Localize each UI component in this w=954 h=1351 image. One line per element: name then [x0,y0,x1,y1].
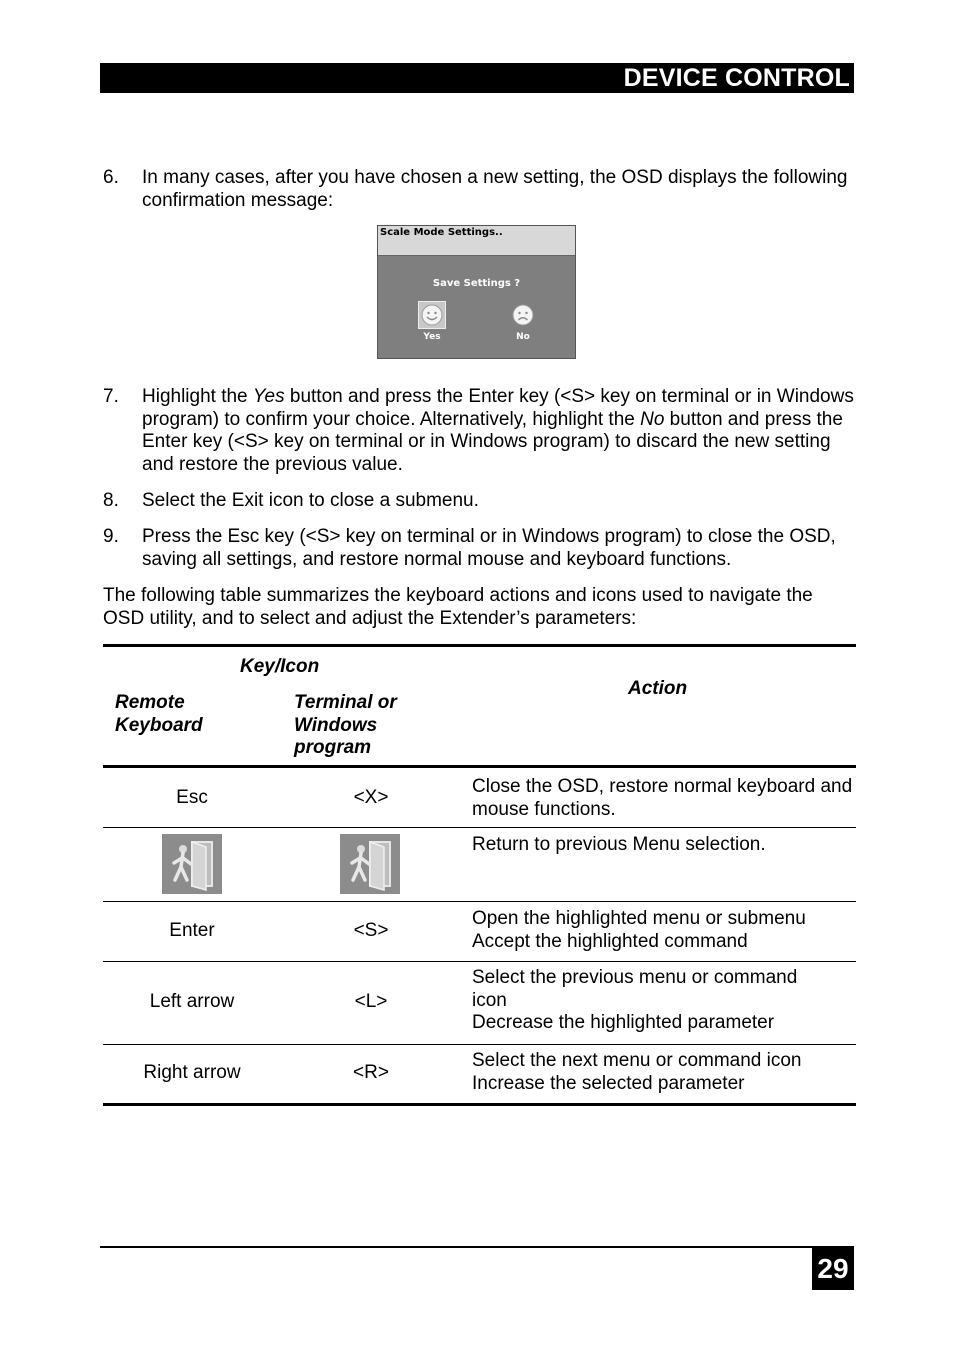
terminal-key: <S> [353,920,389,941]
action-line: Select the next menu or command icon [472,1050,802,1071]
table-header [103,647,856,765]
key-icon-header: Key/Icon [240,656,320,677]
terminal-key: <L> [354,991,388,1012]
osd-confirm-dialog [377,225,576,359]
osd-title: Scale Mode Settings.. [380,227,503,238]
table-row [103,902,856,961]
table-bottom-rule [103,1103,856,1106]
osd-yes-label: Yes [423,332,441,342]
osd-no-label: No [516,332,530,342]
text-run: button and press the Enter key (<S> key on terminal or in Windows program) to confirm your choice. Alternatively, highlight the [142,386,854,430]
osd-titlebar [378,226,575,256]
step-number: 8. [103,490,119,511]
terminal-key: <R> [353,1062,389,1083]
step-text [142,386,854,476]
keyboard-actions-table [103,644,856,1106]
action-line: Open the highlighted menu or submenu [472,908,806,929]
header-title: DEVICE CONTROL [623,64,850,92]
step-number: 7. [103,386,119,407]
footer-rule [100,1246,854,1248]
terminal-windows-header: Terminal or Windows program [294,692,397,758]
osd-no-button[interactable] [506,301,540,343]
exit-door-icon [340,834,400,894]
step-number: 6. [103,167,119,188]
action-text [472,967,822,1035]
remote-keyboard-header: Remote Keyboard [115,692,203,736]
action-line: Decrease the highlighted parameter [472,1012,775,1033]
text-run: Highlight the [142,386,253,407]
action-line: Select the previous menu or command icon [472,967,798,1011]
step-number: 9. [103,526,119,547]
summary-paragraph: The following table summarizes the keyboard actions and icons used to navigate the OSD utility, and to select and adjust the Extender’s parameters: [103,585,813,629]
step-text: Select the Exit icon to close a submenu. [142,490,479,511]
table-row [103,768,856,827]
remote-key: Left arrow [149,991,235,1012]
page-number: 29 [812,1248,854,1290]
remote-key: Enter [169,920,215,941]
action-text [472,1050,856,1095]
text-run: button and press the Enter key (<S> key on terminal or in Windows program) to discard the new setting and restore the previous value. [142,408,843,475]
page-header [100,63,854,93]
remote-key: Right arrow [143,1062,241,1083]
table-row [103,1045,856,1103]
step-text: Press the Esc key (<S> key on terminal or in Windows program) to close the OSD, saving all settings, and restore normal mouse and keyboard functions. [142,526,836,570]
yes-emphasis: Yes [252,386,285,407]
action-line: Accept the highlighted command [472,930,748,952]
no-emphasis: No [640,408,665,430]
action-text: Close the OSD, restore normal keyboard and mouse functions. [472,776,853,820]
remote-key: Esc [176,787,208,808]
action-header: Action [628,678,688,699]
step-text: In many cases, after you have chosen a new setting, the OSD displays the following confirmation message: [142,167,848,211]
terminal-key: <X> [353,787,389,808]
table-row [103,828,856,901]
osd-yes-button[interactable] [415,301,449,343]
sad-face-icon [509,301,537,329]
action-text [472,908,856,953]
osd-question: Save Settings ? [432,278,521,289]
smiley-face-icon [418,301,446,329]
action-line: Increase the selected parameter [472,1072,745,1094]
exit-door-icon [162,834,222,894]
action-text: Return to previous Menu selection. [472,834,766,855]
table-row [103,962,856,1044]
